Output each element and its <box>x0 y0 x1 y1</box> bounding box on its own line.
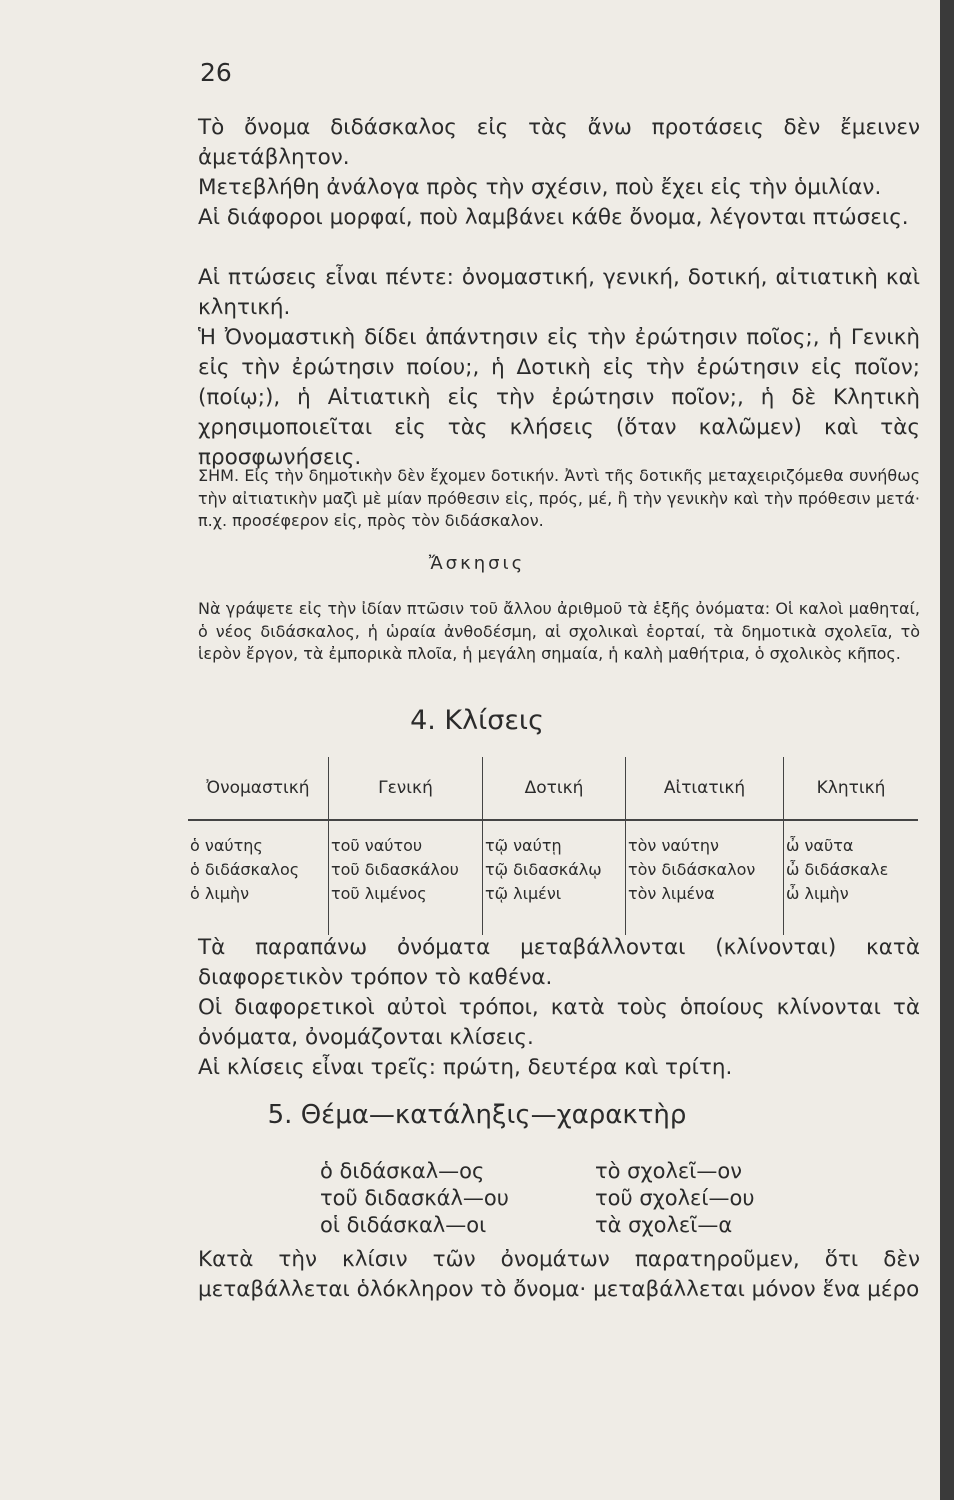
header-dative: Δοτική <box>483 757 626 820</box>
paragraph-4: Αἱ πτώσεις εἶναι πέντε: ὀνομαστική, γενική, δοτική, αἰτιατικὴ καὶ κλητική. <box>198 265 920 320</box>
paragraph-7: Οἱ διαφορετικοὶ αὐτοὶ τρόποι, κατὰ τοὺς ὁποίους κλίνονται τὰ ὀνόματα, ὀνομάζονται κλίσεις. <box>198 995 920 1050</box>
scan-edge <box>940 0 954 1500</box>
paragraph-9: Κατὰ τὴν κλίσιν τῶν ὀνομάτων παρατηροῦμεν, ὅτι δὲν μεταβάλλεται ὁλόκληρον τὸ ὄνομα· μεταβάλλεται μόνον ἕνα μέρο <box>198 1247 920 1302</box>
form-line: τοῦ σχολεί—ου <box>595 1186 755 1210</box>
table-row <box>188 820 918 857</box>
form-line: τοῦ διδασκάλ—ου <box>320 1186 509 1210</box>
table-cell: τὸν ναύτην <box>626 820 784 857</box>
table-cell: τοῦ διδασκάλου <box>329 857 483 881</box>
paragraph-6: Τὰ παραπάνω ὀνόματα μεταβάλλονται (κλίνονται) κατὰ διαφορετικὸν τρόπον τὸ καθένα. <box>198 935 920 990</box>
table-cell: τῷ ναύτῃ <box>483 820 626 857</box>
table-cell: τὸν λιμένα <box>626 881 784 935</box>
page-number: 26 <box>200 58 232 87</box>
table-cell: τῷ διδασκάλῳ <box>483 857 626 881</box>
forms-left <box>320 1158 509 1239</box>
table-cell: τοῦ λιμένος <box>329 881 483 935</box>
table-cell: ὁ λιμὴν <box>188 881 329 935</box>
exercise-text: Νὰ γράψετε εἰς τὴν ἰδίαν πτῶσιν τοῦ ἄλλου ἀριθμοῦ τὰ ἑξῆς ὀνόματα: Οἱ καλοὶ μαθηταί, ὁ νέος διδάσκαλος, ἡ ὡραία ἀνθοδέσμη, αἱ σχολικαὶ ἑορταί, τὰ δημοτικὰ σχολεῖα, τὸ ἱερὸν ἔργον, τὰ ἐμπορικὰ πλοῖα, ἡ μεγάλη σημαία, ἡ καλὴ μαθήτρια, ὁ σχολικὸς κῆπος. <box>198 599 920 663</box>
paragraph-5: Ἡ Ὀνομαστικὴ δίδει ἀπάντησιν εἰς τὴν ἐρώτησιν ποῖος;, ἡ Γενικὴ εἰς τὴν ἐρώτησιν ποίου;, ἡ Δοτικὴ εἰς τὴν ἐρώτησιν εἰς ποῖον; (ποίῳ;), ἡ Αἰτιατικὴ εἰς τὴν ἐρώτησιν ποῖον;, ἡ δὲ Κλητικὴ χρησιμοποιεῖται εἰς τὰς κλήσεις (ὅταν καλῶμεν) καὶ τὰς προσφωνήσεις. <box>198 325 920 470</box>
forms-right <box>595 1158 755 1239</box>
exercise-title: Ἄσκησις <box>428 553 526 574</box>
header-nominative: Ὀνομαστική <box>188 757 329 820</box>
form-line: τὰ σχολεῖ—α <box>595 1213 733 1237</box>
table-header-row <box>188 757 918 820</box>
table-cell: ὦ ναῦτα <box>786 835 854 855</box>
table-cell: τῷ λιμένι <box>483 881 626 935</box>
header-genitive: Γενική <box>329 757 483 820</box>
form-line: οἱ διδάσκαλ—οι <box>320 1213 487 1237</box>
paragraph-2: Μετεβλήθη ἀνάλογα πρὸς τὴν σχέσιν, ποὺ ἔχει εἰς τὴν ὁμιλίαν. <box>198 175 882 200</box>
table-cell: ὦ λιμὴν <box>786 883 849 903</box>
table-cell: τοῦ ναύτου <box>329 820 483 857</box>
section-4-title: 4. Κλίσεις <box>410 705 544 736</box>
table-cell: ὁ διδάσκαλος <box>188 857 329 881</box>
table-cell: ὁ ναύτης <box>188 820 329 857</box>
form-line: ὁ διδάσκαλ—ος <box>320 1159 485 1183</box>
table-cell: τὸν διδάσκαλον <box>626 857 784 881</box>
section-5-title: 5. Θέμα—κατάληξις—χαρακτὴρ <box>267 1100 687 1130</box>
table-row <box>188 857 918 881</box>
declension-table <box>188 757 918 935</box>
table-cell: ὦ διδάσκαλε <box>786 859 889 879</box>
paragraph-1: Τὸ ὄνομα διδάσκαλος εἰς τὰς ἄνω προτάσεις δὲν ἔμεινεν ἀμετάβλητον. <box>198 115 920 170</box>
paragraph-8: Αἱ κλίσεις εἶναι τρεῖς: πρώτη, δευτέρα καὶ τρίτη. <box>198 1055 733 1080</box>
header-vocative: Κλητική <box>784 757 919 820</box>
note: ΣΗΜ. Εἰς τὴν δημοτικὴν δὲν ἔχομεν δοτικήν. Ἀντὶ τῆς δοτικῆς μεταχειριζόμεθα συνήθως τὴν αἰτιατικὴν μαζὶ μὲ μίαν πρόθεσιν εἰς, πρός, μέ, ἢ τὴν γενικὴν καὶ τὴν πρόθεσιν μετά· π.χ. προσέφερον εἰς, πρὸς τὸν διδάσκαλον. <box>198 466 920 530</box>
form-line: τὸ σχολεῖ—ον <box>595 1159 742 1183</box>
header-accusative: Αἰτιατική <box>626 757 784 820</box>
table-row <box>188 881 918 935</box>
paragraph-3: Αἱ διάφοροι μορφαί, ποὺ λαμβάνει κάθε ὄνομα, λέγονται πτώσεις. <box>198 205 909 230</box>
